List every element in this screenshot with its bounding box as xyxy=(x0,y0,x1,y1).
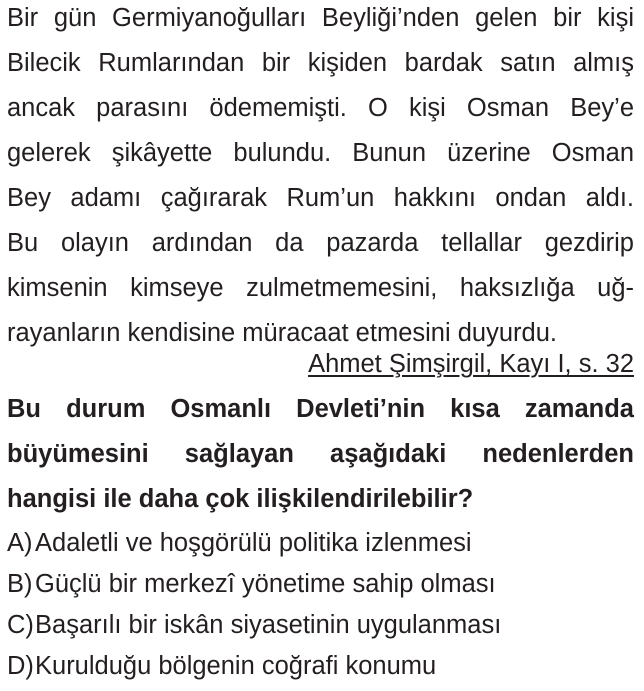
passage-line: rayanların kendisine müracaat etmesini duyurdu. xyxy=(7,319,557,347)
passage-line: kimsenin kimseye zulmetmemesini, haksızlığa uğ- xyxy=(7,274,634,302)
option-b[interactable] xyxy=(7,569,496,599)
passage-line: Bu olayın ardından da pazarda tellallar gezdirip xyxy=(7,229,634,257)
passage-line: gelerek şikâyette bulundu. Bunun üzerine Osman xyxy=(7,139,634,167)
option-text: Adaletli ve hoşgörülü politika izlenmesi xyxy=(35,529,472,557)
option-d[interactable] xyxy=(7,651,436,681)
option-letter: C) xyxy=(7,611,34,639)
option-text: Güçlü bir merkezî yönetime sahip olması xyxy=(35,570,496,598)
passage-line: ancak parasını ödememişti. O kişi Osman Bey’e xyxy=(7,94,634,122)
option-letter: B) xyxy=(7,570,33,598)
question-stem-line: büyümesini sağlayan aşağıdaki nedenlerden xyxy=(7,440,634,468)
passage-line: Bey adamı çağırarak Rum’un hakkını ondan aldı. xyxy=(7,184,634,212)
option-text: Başarılı bir iskân siyasetinin uygulanması xyxy=(35,611,502,639)
option-a[interactable] xyxy=(7,528,472,558)
question-stem-line: hangisi ile daha çok ilişkilendirilebilir? xyxy=(7,485,474,513)
option-text: Kurulduğu bölgenin coğrafi konumu xyxy=(35,652,437,680)
option-letter: A) xyxy=(7,529,33,557)
passage-line: Bir gün Germiyanoğulları Beyliği’nden gelen bir kişi xyxy=(7,4,634,32)
option-c[interactable] xyxy=(7,610,501,640)
option-letter: D) xyxy=(7,652,34,680)
passage-line: Bilecik Rumlarından bir kişiden bardak satın almış xyxy=(7,49,634,77)
question-stem-line: Bu durum Osmanlı Devleti’nin kısa zamanda xyxy=(7,395,634,423)
source-citation: Ahmet Şimşirgil, Kayı I, s. 32 xyxy=(308,350,634,378)
